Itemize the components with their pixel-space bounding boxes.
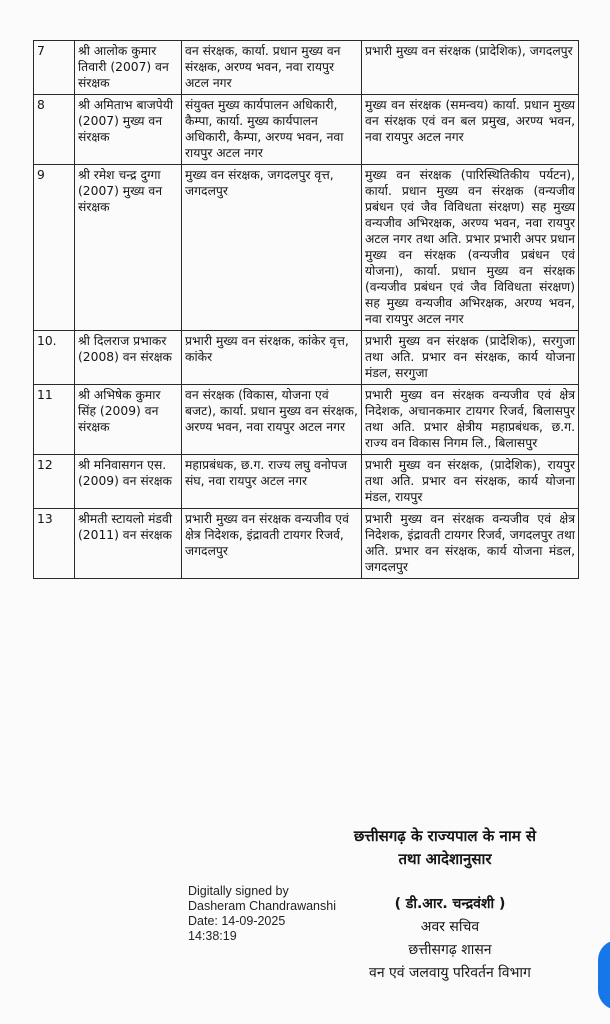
digital-signature-line-1: Digitally signed by [188,884,289,898]
table-row [34,509,579,579]
officer-name-cell: श्री रमेश चन्द्र दुग्गा (2007) मुख्य वन संरक्षक [75,165,182,331]
table-row [34,165,579,331]
serial-number-cell: 7 [34,41,75,95]
current-posting-cell: मुख्य वन संरक्षक, जगदलपुर वृत्त, जगदलपुर [182,165,362,331]
table-row [34,95,579,165]
officer-government: छत्तीसगढ़ शासन [408,942,492,958]
officer-name-cell: श्री दिलराज प्रभाकर (2008) वन संरक्षक [75,331,182,385]
new-posting-cell: प्रभारी मुख्य वन संरक्षक (प्रादेशिक), सरगुजा तथा अति. प्रभार वन संरक्षक, कार्य योजना मंडल, सरगुजा [362,331,579,385]
serial-number-cell: 11 [34,385,75,455]
current-posting-cell: प्रभारी मुख्य वन संरक्षक वन्यजीव एवं क्षेत्र निदेशक, इंद्रावती टायगर रिजर्व, जगदलपुर [182,509,362,579]
current-posting-cell: वन संरक्षक, कार्या. प्रधान मुख्य वन संरक्षक, अरण्य भवन, नवा रायपुर अटल नगर [182,41,362,95]
digital-signature-time: 14:38:19 [188,929,237,943]
officer-department: वन एवं जलवायु परिवर्तन विभाग [369,965,531,981]
officer-designation: अवर सचिव [420,919,480,935]
current-posting-cell: प्रभारी मुख्य वन संरक्षक, कांकेर वृत्त, कांकेर [182,331,362,385]
serial-number-cell: 9 [34,165,75,331]
current-posting-cell: महाप्रबंधक, छ.ग. राज्य लघु वनोपज संघ, नवा रायपुर अटल नगर [182,455,362,509]
new-posting-cell: प्रभारी मुख्य वन संरक्षक (प्रादेशिक), जगदलपुर [362,41,579,95]
digital-signature-name: Dasheram Chandrawanshi [188,899,336,913]
table-row [34,41,579,95]
officer-name-cell: श्रीमती स्टायलो मंडवी (2011) वन संरक्षक [75,509,182,579]
new-posting-cell: मुख्य वन संरक्षक (समन्वय) कार्या. प्रधान मुख्य वन संरक्षक एवं वन बल प्रमुख, अरण्य भवन, नवा रायपुर अटल नगर [362,95,579,165]
new-posting-cell: प्रभारी मुख्य वन संरक्षक वन्यजीव एवं क्षेत्र निदेशक, इंद्रावती टायगर रिजर्व, जगदलपुर तथा अति. प्रभार वन संरक्षक, कार्य योजना मंडल, जगदलपुर [362,509,579,579]
transfer-table [33,40,579,579]
officer-name-cell: श्री मनिवासगन एस. (2009) वन संरक्षक [75,455,182,509]
table-row [34,385,579,455]
floating-action-button[interactable] [598,940,610,1010]
serial-number-cell: 12 [34,455,75,509]
table-row [34,331,579,385]
serial-number-cell: 13 [34,509,75,579]
current-posting-cell: वन संरक्षक (विकास, योजना एवं बजट), कार्या. प्रधान मुख्य वन संरक्षक, अरण्य भवन, नवा रायपुर अटल नगर [182,385,362,455]
serial-number-cell: 8 [34,95,75,165]
new-posting-cell: मुख्य वन संरक्षक (पारिस्थितिकीय पर्यटन), कार्या. प्रधान मुख्य वन संरक्षक (वन्यजीव प्रबंधन एवं जैव विविधता संरक्षण) सह मुख्य वन्यजीव अभिरक्षक, अरण्य भवन, नवा रायपुर अटल नगर तथा अति. प्रभार प्रभारी अपर प्रधान मुख्य वन संरक्षक (वन्यजीव प्रबंधन एवं योजना), कार्या. प्रधान मुख्य वन संरक्षक (वन्यजीव प्रबंधन एवं जैव विविधता संरक्षण) सह मुख्य वन्यजीव अभिरक्षक, अरण्य भवन, नवा रायपुर अटल नगर [362,165,579,331]
digital-signature-date: Date: 14-09-2025 [188,914,286,928]
signing-officer [320,893,580,985]
order-authority [320,825,570,871]
officer-name-cell: श्री अमिताभ बाजपेयी (2007) मुख्य वन संरक्षक [75,95,182,165]
table-row [34,455,579,509]
current-posting-cell: संयुक्त मुख्य कार्यपालन अधिकारी, कैम्पा, कार्या. मुख्य कार्यपालन अधिकारी, कैम्पा, अरण्य भवन, नवा रायपुर अटल नगर [182,95,362,165]
officer-name: ( डी.आर. चन्द्रवंशी ) [394,896,506,912]
new-posting-cell: प्रभारी मुख्य वन संरक्षक, (प्रादेशिक), रायपुर तथा अति. प्रभार वन संरक्षक, कार्य योजना मंडल, रायपुर [362,455,579,509]
serial-number-cell: 10. [34,331,75,385]
new-posting-cell: प्रभारी मुख्य वन संरक्षक वन्यजीव एवं क्षेत्र निदेशक, अचानकमार टायगर रिजर्व, बिलासपुर तथा अति. प्रभार क्षेत्रीय महाप्रबंधक, छ.ग. राज्य वन विकास निगम लि., बिलासपुर [362,385,579,455]
officer-name-cell: श्री आलोक कुमार तिवारी (2007) वन संरक्षक [75,41,182,95]
order-line-2: तथा आदेशानुसार [398,850,492,868]
officer-name-cell: श्री अभिषेक कुमार सिंह (2009) वन संरक्षक [75,385,182,455]
order-line-1: छत्तीसगढ़ के राज्यपाल के नाम से [353,827,537,845]
table-body [34,41,579,579]
